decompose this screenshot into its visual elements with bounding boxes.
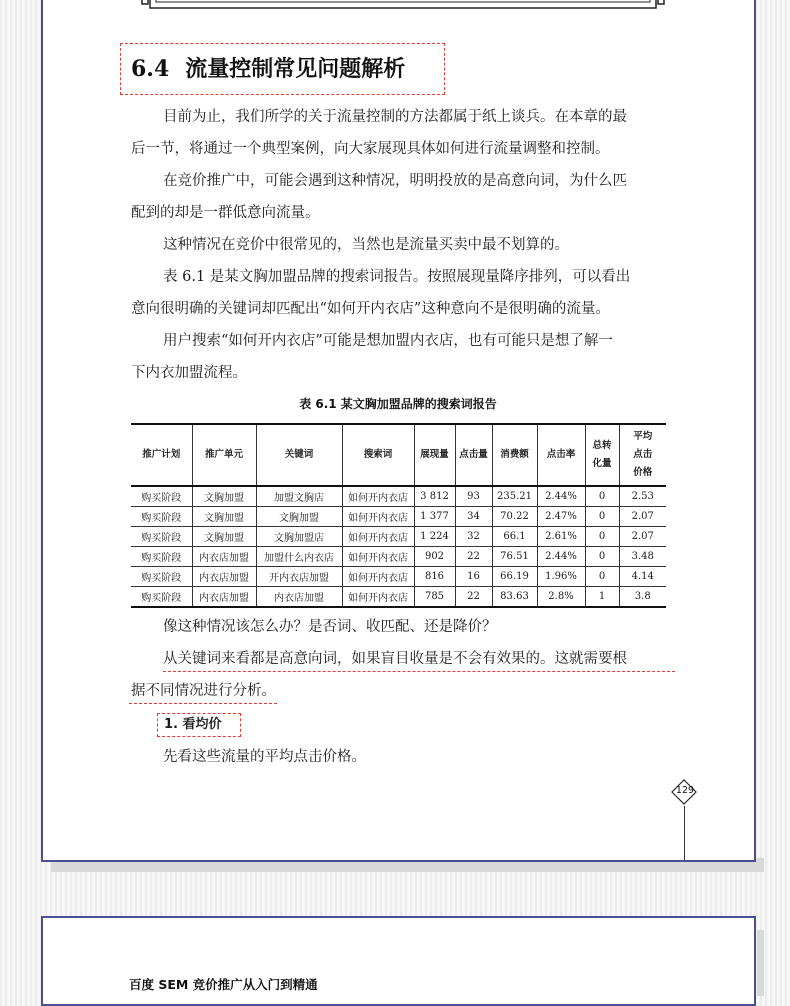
- table-cell: 2.07: [619, 507, 666, 527]
- table-cell: 如何开内衣店: [342, 587, 414, 608]
- table-cell: 2.44%: [537, 547, 585, 567]
- table-header-row: [131, 424, 666, 486]
- table-cell: 16: [455, 567, 492, 587]
- table-row: [131, 567, 666, 587]
- table-cell: 购买阶段: [131, 587, 192, 608]
- table-cell: 2.44%: [537, 486, 585, 507]
- table-cell: 3 812: [414, 486, 455, 507]
- table-cell: 2.47%: [537, 507, 585, 527]
- table-cell: 816: [414, 567, 455, 587]
- page-number: 129: [675, 785, 695, 796]
- table-cell: 内衣店加盟: [256, 587, 342, 608]
- table-cell: 0: [585, 527, 619, 547]
- table-cell: 66.1: [492, 527, 537, 547]
- table-cell: 如何开内衣店: [342, 486, 414, 507]
- column-header: 平均 点击 价格: [619, 424, 666, 486]
- page-number-badge: [671, 779, 699, 807]
- table-cell: 2.8%: [537, 587, 585, 608]
- table-cell: 0: [585, 567, 619, 587]
- table-cell: 0: [585, 486, 619, 507]
- table-caption: 表 6.1 某文胸加盟品牌的搜索词报告: [299, 397, 497, 411]
- table-cell: 3.8: [619, 587, 666, 608]
- table-cell: 0: [585, 547, 619, 567]
- table-cell: 34: [455, 507, 492, 527]
- column-header: 推广单元: [192, 424, 256, 486]
- table-cell: 66.19: [492, 567, 537, 587]
- paragraph: 在竞价推广中，可能会遇到这种情况，明明投放的是高意向词，为什么匹 配到的却是一群低意向流量。: [131, 173, 627, 221]
- table-cell: 购买阶段: [131, 527, 192, 547]
- table-row: [131, 527, 666, 547]
- column-header: 点击量: [455, 424, 492, 486]
- table-cell: 购买阶段: [131, 486, 192, 507]
- paragraph: 用户搜索“如何开内衣店”可能是想加盟内衣店，也有可能只是想了解一 下内衣加盟流程。: [131, 333, 613, 381]
- table-cell: 4.14: [619, 567, 666, 587]
- table-cell: 开内衣店加盟: [256, 567, 342, 587]
- table-cell: 22: [455, 547, 492, 567]
- table-row: [131, 507, 666, 527]
- table-cell: 文胸加盟: [256, 507, 342, 527]
- table-cell: 文胸加盟: [192, 527, 256, 547]
- table-row: [131, 486, 666, 507]
- table-cell: 文胸加盟: [192, 507, 256, 527]
- column-header: 消费额: [492, 424, 537, 486]
- table-cell: 加盟什么内衣店: [256, 547, 342, 567]
- table-cell: 购买阶段: [131, 547, 192, 567]
- table-cell: 内衣店加盟: [192, 587, 256, 608]
- column-header: 总转 化量: [585, 424, 619, 486]
- paragraph: 目前为止，我们所学的关于流量控制的方法都属于纸上谈兵。在本章的最 后一节，将通过一个典型案例，向大家展现具体如何进行流量调整和控制。: [131, 109, 627, 157]
- section-title: 流量控制常见问题解析: [185, 56, 406, 82]
- highlighted-paragraph: 从关键词来看都是高意向词，如果盲目收量是不会有效果的。这就需要根 据不同情况进行分析。: [131, 651, 627, 699]
- table-cell: 如何开内衣店: [342, 527, 414, 547]
- table-cell: 文胸加盟: [192, 486, 256, 507]
- column-header: 搜索词: [342, 424, 414, 486]
- table-cell: 如何开内衣店: [342, 567, 414, 587]
- page-marker-line: [684, 806, 685, 860]
- column-header: 关键词: [256, 424, 342, 486]
- table-cell: 83.63: [492, 587, 537, 608]
- table-cell: 3.48: [619, 547, 666, 567]
- table-cell: 2.61%: [537, 527, 585, 547]
- highlight-underline: [163, 671, 675, 672]
- table-cell: 如何开内衣店: [342, 547, 414, 567]
- table-cell: 加盟文胸店: [256, 486, 342, 507]
- column-header: 点击率: [537, 424, 585, 486]
- column-header: 展现量: [414, 424, 455, 486]
- table-cell: 22: [455, 587, 492, 608]
- table-cell: 235.21: [492, 486, 537, 507]
- table-cell: 32: [455, 527, 492, 547]
- table-row: [131, 547, 666, 567]
- table-cell: 0: [585, 507, 619, 527]
- decorative-frame: [136, 0, 670, 12]
- paragraph: 先看这些流量的平均点击价格。: [163, 749, 366, 765]
- table-cell: 2.53: [619, 486, 666, 507]
- table-cell: 1 224: [414, 527, 455, 547]
- section-heading: [120, 43, 445, 95]
- table-cell: 902: [414, 547, 455, 567]
- book-page: [41, 0, 756, 862]
- table-cell: 购买阶段: [131, 567, 192, 587]
- search-term-report-table: [131, 423, 666, 608]
- section-number: 6.4: [131, 56, 170, 82]
- table-cell: 785: [414, 587, 455, 608]
- table-cell: 1: [585, 587, 619, 608]
- table-cell: 购买阶段: [131, 507, 192, 527]
- table-cell: 93: [455, 486, 492, 507]
- table-cell: 76.51: [492, 547, 537, 567]
- next-book-page: [41, 916, 756, 1006]
- highlight-underline: [129, 703, 277, 704]
- column-header: 推广计划: [131, 424, 192, 486]
- paragraph: 这种情况在竞价中很常见的，当然也是流量买卖中最不划算的。: [163, 237, 569, 253]
- page-shadow: [757, 930, 764, 996]
- table-cell: 文胸加盟店: [256, 527, 342, 547]
- table-cell: 内衣店加盟: [192, 547, 256, 567]
- table-cell: 内衣店加盟: [192, 567, 256, 587]
- table-row: [131, 587, 666, 608]
- table-cell: 2.07: [619, 527, 666, 547]
- table-cell: 1.96%: [537, 567, 585, 587]
- running-head: 百度 SEM 竞价推广从入门到精通: [129, 977, 318, 992]
- table-cell: 1 377: [414, 507, 455, 527]
- subsection-heading: 1. 看均价: [157, 713, 241, 737]
- table-cell: 如何开内衣店: [342, 507, 414, 527]
- paragraph: 像这种情况该怎么办？是否词、收匹配、还是降价？: [163, 619, 497, 635]
- table-cell: 70.22: [492, 507, 537, 527]
- paragraph: 表 6.1 是某文胸加盟品牌的搜索词报告。按照展现量降序排列，可以看出 意向很明确的关键词却匹配出“如何开内衣店”这种意向不是很明确的流量。: [131, 269, 631, 317]
